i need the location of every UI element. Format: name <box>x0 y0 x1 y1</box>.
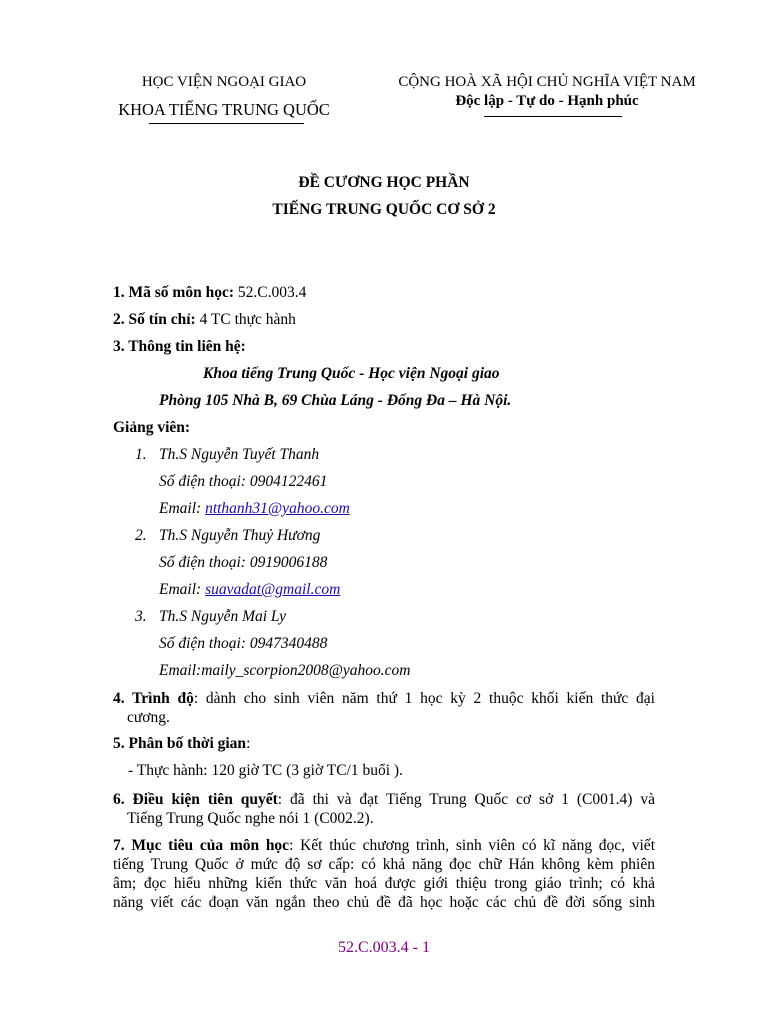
time-allocation-item: - Thực hành: 120 giờ TC (3 giờ TC/1 buổi ). <box>128 762 403 779</box>
country-name: CỘNG HOÀ XÃ HỘI CHỦ NGHĨA VIỆT NAM <box>398 74 696 90</box>
prerequisite-text: : đã thi và đạt Tiếng Trung Quốc cơ sở 1 (C001.4) và <box>277 791 655 808</box>
lecturer-1-number: 1. <box>135 446 147 463</box>
lecturer-3-email-label: Email: <box>159 662 202 679</box>
lecturer-1-email-row <box>159 500 350 518</box>
lecturer-1-name: Th.S Nguyễn Tuyết Thanh <box>159 446 320 463</box>
level-paragraph <box>113 689 655 727</box>
objective-line-4: năng viết các đoạn văn ngắn theo chủ đề đã học hoặc các chủ đề đời sống sinh <box>113 894 655 911</box>
time-allocation-row <box>113 735 250 753</box>
objective-label: 7. Mục tiêu của môn học <box>113 837 290 854</box>
contact-line-1: Khoa tiếng Trung Quốc - Học viện Ngoại giao <box>203 365 500 382</box>
lecturer-3-phone: Số điện thoại: 0947340488 <box>159 635 328 652</box>
objective-line-1 <box>113 836 655 855</box>
contact-info-label: 3. Thông tin liên hệ: <box>113 338 246 355</box>
objective-line-3: âm; đọc hiểu những kiến thức văn hoá được giới thiệu trong giáo trình; có khả <box>113 875 655 892</box>
lecturer-2-phone: Số điện thoại: 0919006188 <box>159 554 328 571</box>
motto-underline <box>484 116 622 117</box>
institute-name: HỌC VIỆN NGOẠI GIAO <box>141 74 307 90</box>
lecturer-3-name: Th.S Nguyễn Mai Ly <box>159 608 286 625</box>
level-line-2: cương. <box>127 709 170 726</box>
credits-row <box>113 311 296 329</box>
lecturer-1-phone: Số điện thoại: 0904122461 <box>159 473 328 490</box>
lecturer-3-number: 3. <box>135 608 147 625</box>
level-line-1 <box>113 689 655 708</box>
time-allocation-colon: : <box>246 735 251 752</box>
objective-text: : Kết thúc chương trình, sinh viên có kĩ năng đọc, viết <box>289 837 655 854</box>
prerequisite-paragraph <box>113 790 655 828</box>
prerequisite-line-1 <box>113 790 655 809</box>
faculty-name: KHOA TIẾNG TRUNG QUỐC <box>118 100 330 119</box>
objective-line-2: tiếng Trung Quốc ở mức độ sơ cấp: có khả năng đọc chữ Hán không kèm phiên <box>113 856 655 873</box>
prerequisite-line-2: Tiếng Trung Quốc nghe nói 1 (C002.2). <box>127 810 374 827</box>
lecturer-3-email-row <box>159 662 410 680</box>
course-code-label: 1. Mã số môn học: <box>113 284 234 301</box>
course-title: TIẾNG TRUNG QUỐC CƠ SỞ 2 <box>272 201 496 218</box>
lecturers-label: Giảng viên: <box>113 419 191 436</box>
contact-line-2: Phòng 105 Nhà B, 69 Chùa Láng - Đống Đa – Hà Nội. <box>159 392 512 409</box>
page-number: 52.C.003.4 - 1 <box>338 939 430 956</box>
lecturer-3-email-text: maily_scorpion2008@yahoo.com <box>201 662 411 679</box>
national-motto: Độc lập - Tự do - Hạnh phúc <box>455 93 639 109</box>
time-allocation-label: 5. Phân bố thời gian <box>113 735 247 752</box>
level-text: : dành cho sinh viên năm thứ 1 học kỳ 2 thuộc khối kiến thức đại <box>193 690 655 707</box>
lecturer-1-email-link[interactable]: ntthanh31@yahoo.com <box>205 500 350 517</box>
lecturer-2-number: 2. <box>135 527 147 544</box>
faculty-underline <box>149 123 304 124</box>
lecturer-2-email-link[interactable]: suavadat@gmail.com <box>205 581 341 598</box>
credits-value: 4 TC thực hành <box>195 311 296 328</box>
objective-paragraph <box>113 836 655 912</box>
lecturer-2-email-label: Email: <box>159 581 206 598</box>
document-title: ĐỀ CƯƠNG HỌC PHẦN <box>298 174 470 191</box>
credits-label: 2. Số tín chỉ: <box>113 311 196 328</box>
lecturer-2-email-row <box>159 581 340 599</box>
course-code-value: 52.C.003.4 <box>233 284 307 301</box>
level-label: 4. Trình độ <box>113 690 194 707</box>
prerequisite-label: 6. Điều kiện tiên quyết <box>113 791 278 808</box>
lecturer-2-name: Th.S Nguyễn Thuỷ Hương <box>159 527 321 544</box>
lecturer-1-email-label: Email: <box>159 500 206 517</box>
course-code-row <box>113 284 306 302</box>
